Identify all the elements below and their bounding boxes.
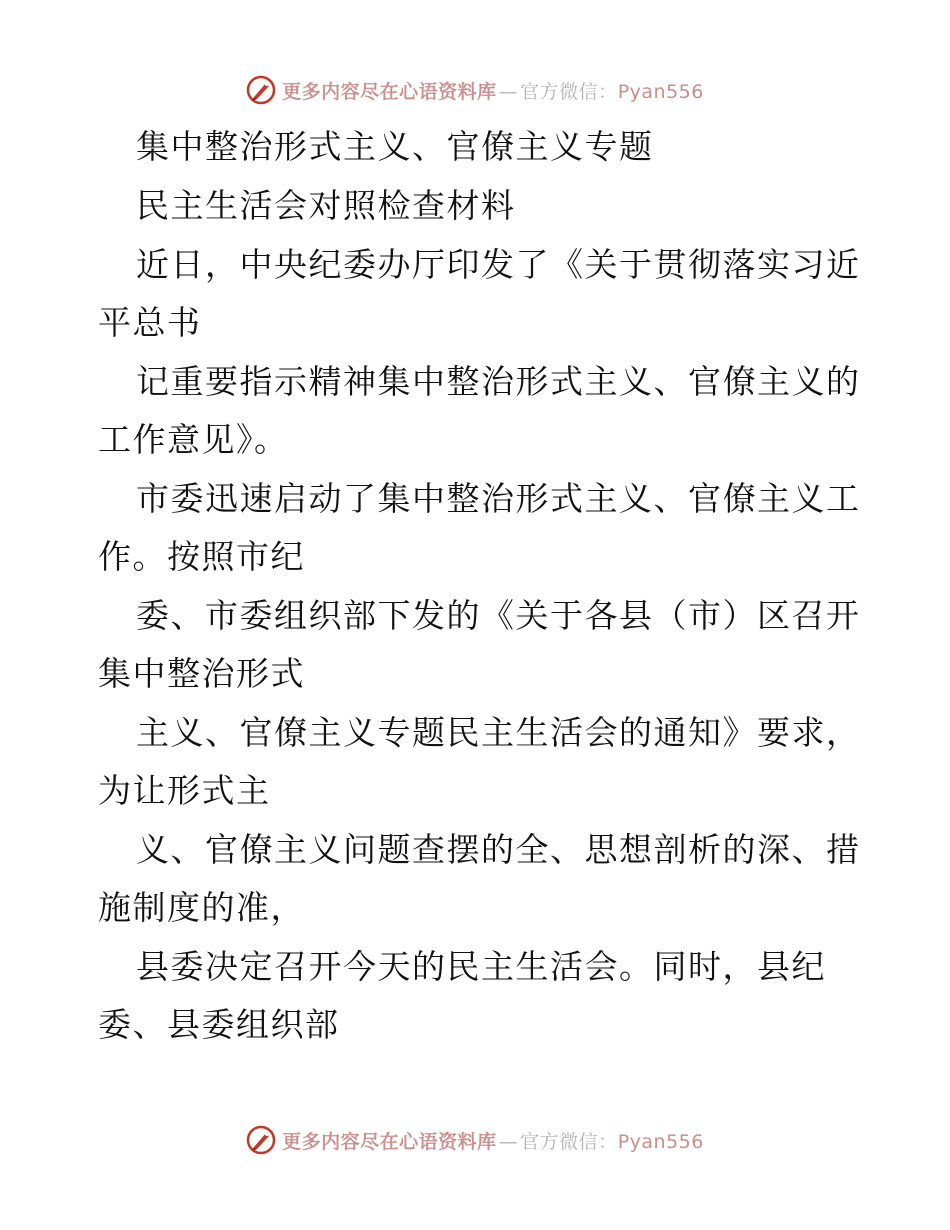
- paragraph-line: 近日，中央纪委办厅印发了《关于贯彻落实习近: [136, 245, 861, 284]
- paragraph-line: 委、市委组织部下发的《关于各县（市）区召开: [136, 596, 861, 635]
- paragraph-line: 义、官僚主义问题查摆的全、思想剖析的深、措: [136, 830, 861, 869]
- doc-title-line-1: 集中整治形式主义、官僚主义专题: [136, 127, 654, 166]
- paragraph-line: 委、县委组织部: [98, 1005, 340, 1044]
- doc-title-line-2: 民主生活会对照检查材料: [136, 186, 516, 225]
- banner-text: [282, 77, 704, 104]
- banner-wechat-id: Pyan556: [617, 80, 704, 103]
- paragraph-line: 市委迅速启动了集中整治形式主义、官僚主义工: [136, 479, 861, 518]
- banner-main-text: 更多内容尽在心语资料库: [282, 1130, 497, 1153]
- footer-banner: [0, 1120, 950, 1160]
- paragraph-line: 记重要指示精神集中整治形式主义、官僚主义的: [136, 362, 861, 401]
- paragraph-line: 工作意见》。: [98, 420, 289, 459]
- paragraph-line: 施制度的准，: [98, 888, 305, 927]
- banner-text: [282, 1127, 704, 1154]
- banner-dash: —: [498, 1130, 519, 1153]
- paragraph-line: 平总书: [98, 303, 202, 342]
- pen-logo-icon: [246, 75, 276, 105]
- paragraph-line: 为让形式主: [98, 771, 271, 810]
- paragraph-line: 集中整治形式: [98, 654, 305, 693]
- banner-main-text: 更多内容尽在心语资料库: [282, 80, 497, 103]
- banner-official-label: 官方微信：: [520, 80, 618, 103]
- banner-dash: —: [498, 80, 519, 103]
- paragraph-line: 县委决定召开今天的民主生活会。同时，县纪: [136, 947, 826, 986]
- pen-logo-icon: [246, 1125, 276, 1155]
- banner-wechat-id: Pyan556: [617, 1130, 704, 1153]
- paragraph-line: 作。按照市纪: [98, 537, 305, 576]
- header-banner: [0, 70, 950, 110]
- paragraph-line: 主义、官僚主义专题民主生活会的通知》要求，: [136, 713, 861, 752]
- banner-official-label: 官方微信：: [520, 1130, 618, 1153]
